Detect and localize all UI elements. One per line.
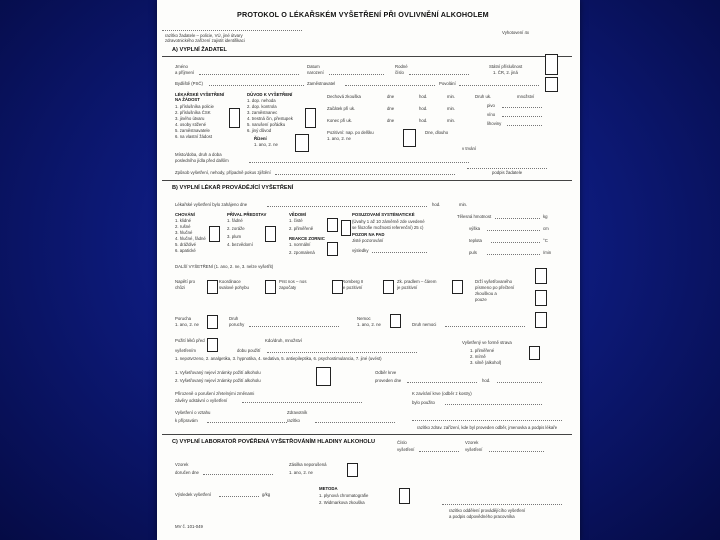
label-prijmeni: a příjmení (175, 70, 195, 75)
checkbox-behaviour[interactable] (209, 226, 220, 242)
lek-item: 4. osoby stižené (175, 122, 207, 127)
field-medication-time[interactable] (267, 352, 417, 353)
protocol-sheet (157, 0, 580, 540)
checkbox-method[interactable] (399, 488, 410, 504)
label-drzeni-3: zkouškou a (475, 291, 497, 296)
checkbox-walking[interactable] (207, 280, 218, 294)
field-sample-exam[interactable] (489, 451, 544, 452)
label-zamestnavatel: Zaměstnavatel (307, 81, 336, 86)
label-posledni: posledního jídla před dalším (175, 158, 229, 163)
checkbox-positive[interactable] (403, 129, 416, 147)
label-zdravotnici: Zdravotník (287, 410, 308, 415)
checkbox-request[interactable] (229, 108, 240, 128)
checkbox-reading-2[interactable] (535, 290, 547, 306)
label-cm: cm (543, 226, 549, 231)
vedomi-item: 2. přiměřeně (289, 226, 314, 231)
checkbox-pupils[interactable] (327, 242, 338, 256)
label-kdo-kolik: Kdo/druh, množství (265, 338, 303, 343)
pravda-item: 4. bezvědomí (227, 242, 253, 247)
field-beer[interactable] (502, 107, 542, 108)
label-bylo-pouzito: bylo použito (412, 400, 435, 405)
label-prst-nos: Prst nos – nos (279, 279, 307, 284)
chovani-item: 4. hlučné, řádné (175, 236, 206, 241)
label-c: °C (543, 238, 548, 243)
label-jiste: Jisté pozorování (352, 238, 384, 243)
field-last-meal[interactable] (249, 162, 469, 163)
forma-item: 1. přiměřené (470, 348, 495, 353)
lek-item: 2. příslušníka ČSK (175, 110, 211, 115)
section-a-heading: A) VYPLNÍ ŽADATEL (172, 47, 227, 53)
label-lekarske-sub: NA ŽÁDOST (175, 97, 200, 102)
field-delivered[interactable] (203, 474, 273, 475)
label-posouzeni: POSUZOVANÍ SYSTÉMATICKÉ (352, 212, 415, 217)
label-hod-2: hod. (482, 378, 491, 383)
label-metoda: METODA (319, 486, 338, 491)
label-vzorek: Vzorek (465, 440, 479, 445)
label-zarizeni: K zavírání krve (odběr z kostry) (412, 391, 472, 396)
checkbox-disease[interactable] (390, 314, 401, 328)
field-wine[interactable] (502, 116, 542, 117)
label-pod-vlivem: 1. nepotvrzeno, 2. analgetika, 3. hypnotika, 4. sedativa, 5. antiepileptika, 6. psychostimulancia, 7. jiné (uvést) (175, 356, 382, 361)
label-vysetreny-2: 2. Vyšetřovaný nejeví známky požití alkoholu (175, 378, 261, 383)
label-povolani: Povolání (439, 81, 456, 86)
checkbox-reading-3[interactable] (535, 312, 547, 328)
field-weight[interactable] (495, 218, 540, 219)
label-odber-krve: Odběr krve (375, 370, 397, 375)
label-dne: dne (387, 106, 395, 111)
label-mnozstvi: množství (517, 94, 535, 99)
label-druh: Druh (229, 316, 239, 321)
lek-item: 5. zaměstnavatele (175, 128, 210, 133)
chovani-item: 1. klidné (175, 218, 192, 223)
field-blood-date[interactable] (407, 382, 477, 383)
label-pravda: PŘÍVAL PŘEDSTAV (227, 212, 267, 217)
label-podpis-zadatele: podpis žadatele (492, 170, 523, 175)
field-exam-number[interactable] (419, 451, 459, 452)
label-razitko-b: razítko zdrav. zařízení, kde byl proveden odběr, jmenovka a podpis lékaře (417, 425, 558, 430)
checkbox-disorder[interactable] (207, 315, 218, 329)
label-mistodobe: Místo/doba, druh a doba (175, 152, 222, 157)
label-duvod: DŮVOD K VYŠETŘENÍ (247, 92, 293, 97)
label-lihoviny: lihoviny (487, 121, 502, 126)
label-hod: hod. (419, 106, 428, 111)
label-s-pripravami: k přípravám (175, 418, 198, 423)
field-height[interactable] (487, 230, 540, 231)
field-conclusions[interactable] (242, 402, 362, 403)
field-disorder-type[interactable] (249, 326, 339, 327)
label-pozor: POZOR NA PAD (352, 232, 385, 237)
field-used[interactable] (445, 404, 542, 405)
label-cislo-c: Číslo (397, 440, 407, 445)
field-pulse[interactable] (487, 254, 540, 255)
field-result[interactable] (219, 496, 259, 497)
field-lab-stamp[interactable] (442, 504, 562, 505)
label-poruchy: poruchy (229, 322, 245, 327)
label-druh-nemoci: Druh nemoci (412, 322, 437, 327)
label-vyzkouseni: Způsob vyšetření, nehody, případně pokus zjištění (175, 170, 271, 175)
checkbox-systematic[interactable] (341, 220, 351, 236)
field-method[interactable] (275, 174, 455, 175)
forma-item: 2. mírně (470, 354, 486, 359)
checkbox-medication[interactable] (207, 338, 218, 352)
section-c-heading: C) VYPLNÍ LABORATOŘ POVĚŘENÁ VYŠETŘOVÁNÍM HLADINY ALKOHOLU (172, 439, 376, 445)
checkbox-occupation[interactable] (545, 77, 558, 92)
field-occupation[interactable] (459, 85, 539, 86)
label-zapocatky: započaty (279, 285, 297, 290)
label-rizeni: Řízení (254, 136, 267, 141)
label-druh-uk: Druh uk. (475, 94, 492, 99)
field-preparation[interactable] (207, 422, 287, 423)
checkbox-driving[interactable] (295, 134, 309, 152)
field-birth-number[interactable] (409, 74, 469, 75)
label-nemoc: Nemoc (357, 316, 371, 321)
label-pouziti: Požití léků před (175, 338, 205, 343)
field-address[interactable] (209, 85, 304, 86)
field-spirits[interactable] (507, 125, 542, 126)
label-dobu-pouziti: dobu použití (237, 348, 261, 353)
checkbox-package[interactable] (347, 463, 358, 477)
label-zacatek: Začátek při uk. (327, 106, 356, 111)
field-temperature[interactable] (491, 242, 540, 243)
field-blood-time[interactable] (497, 382, 542, 383)
label-vysetrenim: vyšetřením (175, 348, 197, 353)
label-nemoc-opts: 1. ano, 2. ne (357, 322, 381, 327)
label-statni-opts: 1. ČR, 2. jiná (493, 70, 518, 75)
label-chovani: CHOVÁNÍ (175, 212, 195, 217)
label-koordinace: Koordinace (219, 279, 241, 284)
checkbox-finger-test[interactable] (452, 280, 463, 294)
label-min: min. (459, 202, 468, 207)
label-hod: hod. (432, 202, 441, 207)
label-min: min. (447, 106, 456, 111)
label-teplota: teplota (469, 238, 482, 243)
checkbox-reason[interactable] (305, 108, 316, 128)
label-drzeni-2: písmeno po přečtení (475, 285, 515, 290)
label-telesna: Tělesná hmotnost (457, 214, 492, 219)
label-min: min. (447, 94, 456, 99)
label-vysetreny-1: 1. Vyšetřovaný nejeví známky požití alkoholu (175, 370, 261, 375)
label-porucha: Porucha (175, 316, 192, 321)
chovani-item: 5. dráždivé (175, 242, 197, 247)
field-disease-type[interactable] (445, 326, 525, 327)
checkbox-speech[interactable] (265, 226, 276, 242)
reakce-item: 2. zpomalená (289, 250, 315, 255)
label-vysetreni-c-2: vyšetření (465, 447, 483, 452)
label-pivo: pivo (487, 103, 495, 108)
field-exam-date[interactable] (267, 206, 427, 207)
pravda-item: 2. zoráže (227, 226, 245, 231)
checkbox-reading-1[interactable] (535, 268, 547, 284)
label-romberg: Romberg II (342, 279, 364, 284)
label-uvod: Lékařské vyšetření bylo zahájeno dne (175, 202, 248, 207)
duvod-item: 2. dop. kontrola (247, 104, 277, 109)
label-dorucen: doručen dne (175, 470, 199, 475)
label-proveden-dne: proveden dne (375, 378, 402, 383)
header-note-2: zdravotnického zařízení zajistit identifikaci (165, 38, 245, 43)
label-vzorek-2: Vzorek (175, 462, 189, 467)
stamp-line (162, 30, 302, 31)
label-bydliste: Bydliště (PSČ) (175, 81, 203, 86)
label-posouzeni-2: se filozofie možnosti referenční) 25 c) (352, 225, 424, 230)
label-zk-prstu: Zk. pradlem – čárem (397, 279, 437, 284)
form-code: MV č. 101-049 (175, 524, 203, 529)
pravda-item: 1. řádné (227, 218, 243, 223)
label-razitko-c: razítko oddělení provádějícího vyšetření (449, 508, 526, 513)
label-porucha-opts: 1. ano, 2. ne (175, 322, 199, 327)
label-puls: puls (469, 250, 477, 255)
label-dne: dne (387, 118, 395, 123)
label-rizeni-opts: 1. ano, 2. ne (254, 142, 278, 147)
field-doctor-stamp[interactable] (412, 420, 562, 421)
label-vysetreni-zastali: Vyšetření o vztahu (175, 410, 211, 415)
label-hod: hod. (419, 118, 428, 123)
label-oprava: razítko (287, 418, 300, 423)
checkbox-conclusion[interactable] (316, 367, 331, 386)
lek-item: 3. jiného útvaru (175, 116, 205, 121)
field-results[interactable] (372, 252, 427, 253)
label-zavery: závěry odstávní o vyšetření (175, 398, 228, 403)
checkbox-nationality[interactable] (545, 54, 558, 75)
copy-label: Vyhotovení 4x (502, 30, 530, 35)
chovani-item: 3. hlučné (175, 230, 193, 235)
label-pozitivni-opts: 1. ano, 2. ne (327, 136, 351, 141)
duvod-item: 5. narušení pořádku (247, 122, 286, 127)
label-reakce: REAKCE ZORNIC (289, 236, 325, 241)
label-cislo: číslo (395, 70, 404, 75)
field-birthdate[interactable] (329, 74, 384, 75)
label-narozeni: narození (307, 70, 324, 75)
label-pricinna: Přirozeně o porušení zřetelnými změnami (175, 391, 255, 396)
lek-item: 6. na vlastní žádost (175, 134, 213, 139)
label-v-trvani: v trvání (462, 146, 477, 151)
pravda-item: 3. plum (227, 234, 242, 239)
label-vysetreni-forma: Vyšetřený ve formě strava (462, 340, 512, 345)
label-zasilka: Zásilka neporušená (289, 462, 327, 467)
metoda-item: 2. Widmarkova zkouška (319, 500, 365, 505)
checkbox-romberg[interactable] (383, 280, 394, 294)
label-je-pozitivni: je pozitivní (342, 285, 363, 290)
label-dne-dlouho: Dne, dlouho (425, 130, 449, 135)
label-min: min. (447, 118, 456, 123)
chovani-item: 6. apatické (175, 248, 196, 253)
field-name[interactable] (199, 74, 299, 75)
label-drzeni-4: pouze (475, 297, 487, 302)
checkbox-consciousness[interactable] (327, 218, 338, 232)
label-podpis-c: a podpis odpovědného pracovníka (449, 514, 515, 519)
duvod-item: 1. dop. nehoda (247, 98, 276, 103)
label-drzeni: Drží vyšetřovaného (475, 279, 513, 284)
duvod-item: 6. jiný důvod (247, 128, 272, 133)
label-napeti: Napětí pro (175, 279, 196, 284)
field-medic[interactable] (315, 422, 395, 423)
duvod-item: 4. trestná čin, přestupek (247, 116, 293, 121)
vedomi-item: 1. čisté (289, 218, 303, 223)
label-jmeno: Jméno (175, 64, 188, 69)
checkbox-coordination[interactable] (265, 280, 276, 294)
checkbox-state[interactable] (529, 346, 540, 360)
label-statni: Státní příslušnost (489, 64, 523, 69)
label-dechova: Dechová zkouška (327, 94, 361, 99)
label-g-kg: g/kg (262, 492, 271, 497)
protocol-title: PROTOKOL O LÉKAŘSKÉM VYŠETŘENÍ PŘI OVLIVNĚNÍ ALKOHOLEM (237, 10, 489, 19)
label-min-unit: /min (543, 250, 552, 255)
label-vedomi: VĚDOMÍ (289, 212, 306, 217)
label-vysledky: výsledky (352, 248, 369, 253)
label-posouzeni-1: (Úvahy 1 až 10 záměrně zde uvedené (352, 219, 425, 224)
label-vysetreni-c: vyšetření (397, 447, 415, 452)
label-datum: Datum (307, 64, 320, 69)
label-je-pozitivni-2: je pozitivní (397, 285, 418, 290)
field-employer[interactable] (345, 85, 435, 86)
lek-item: 1. příslušníka policie (175, 104, 214, 109)
metoda-item: 1. plynová chromatografie (319, 493, 369, 498)
label-hod: hod. (419, 94, 428, 99)
field-signature[interactable] (467, 168, 547, 169)
label-chuti: chůzi (175, 285, 186, 290)
label-dalsi: DALŠÍ VYŠETŘENÍ (1. ano, 2. ne, 3. nelze vyšetřit) (175, 264, 274, 269)
reakce-item: 1. normální (289, 242, 311, 247)
label-kg: kg (543, 214, 548, 219)
duvod-item: 3. zaměstnanec (247, 110, 278, 115)
section-b-heading: B) VYPLNÍ LÉKAŘ PROVÁDĚJÍCÍ VYŠETŘENÍ (172, 185, 294, 191)
label-vino: víno (487, 112, 496, 117)
label-vysledek: Výsledek vyšetření (175, 492, 212, 497)
label-vyska: výška (469, 226, 480, 231)
chovani-item: 2. rušné (175, 224, 191, 229)
label-rodne: Rodné (395, 64, 408, 69)
label-dne: dne (387, 94, 395, 99)
label-lekarske: LÉKAŘSKÉ VYŠETŘENÍ (175, 92, 225, 97)
forma-item: 3. silně (alkohol) (470, 360, 502, 365)
label-zasilka-opts: 1. ano, 2. ne (289, 470, 313, 475)
label-konec: Konec při uk. (327, 118, 353, 123)
label-svalove: svalové pohybu (219, 285, 249, 290)
label-pozitivni: Pozitivní: nap. po delšku (327, 130, 374, 135)
header-note-1: razítko žadatele – policie, VÚ, jiné útvary (165, 33, 243, 38)
